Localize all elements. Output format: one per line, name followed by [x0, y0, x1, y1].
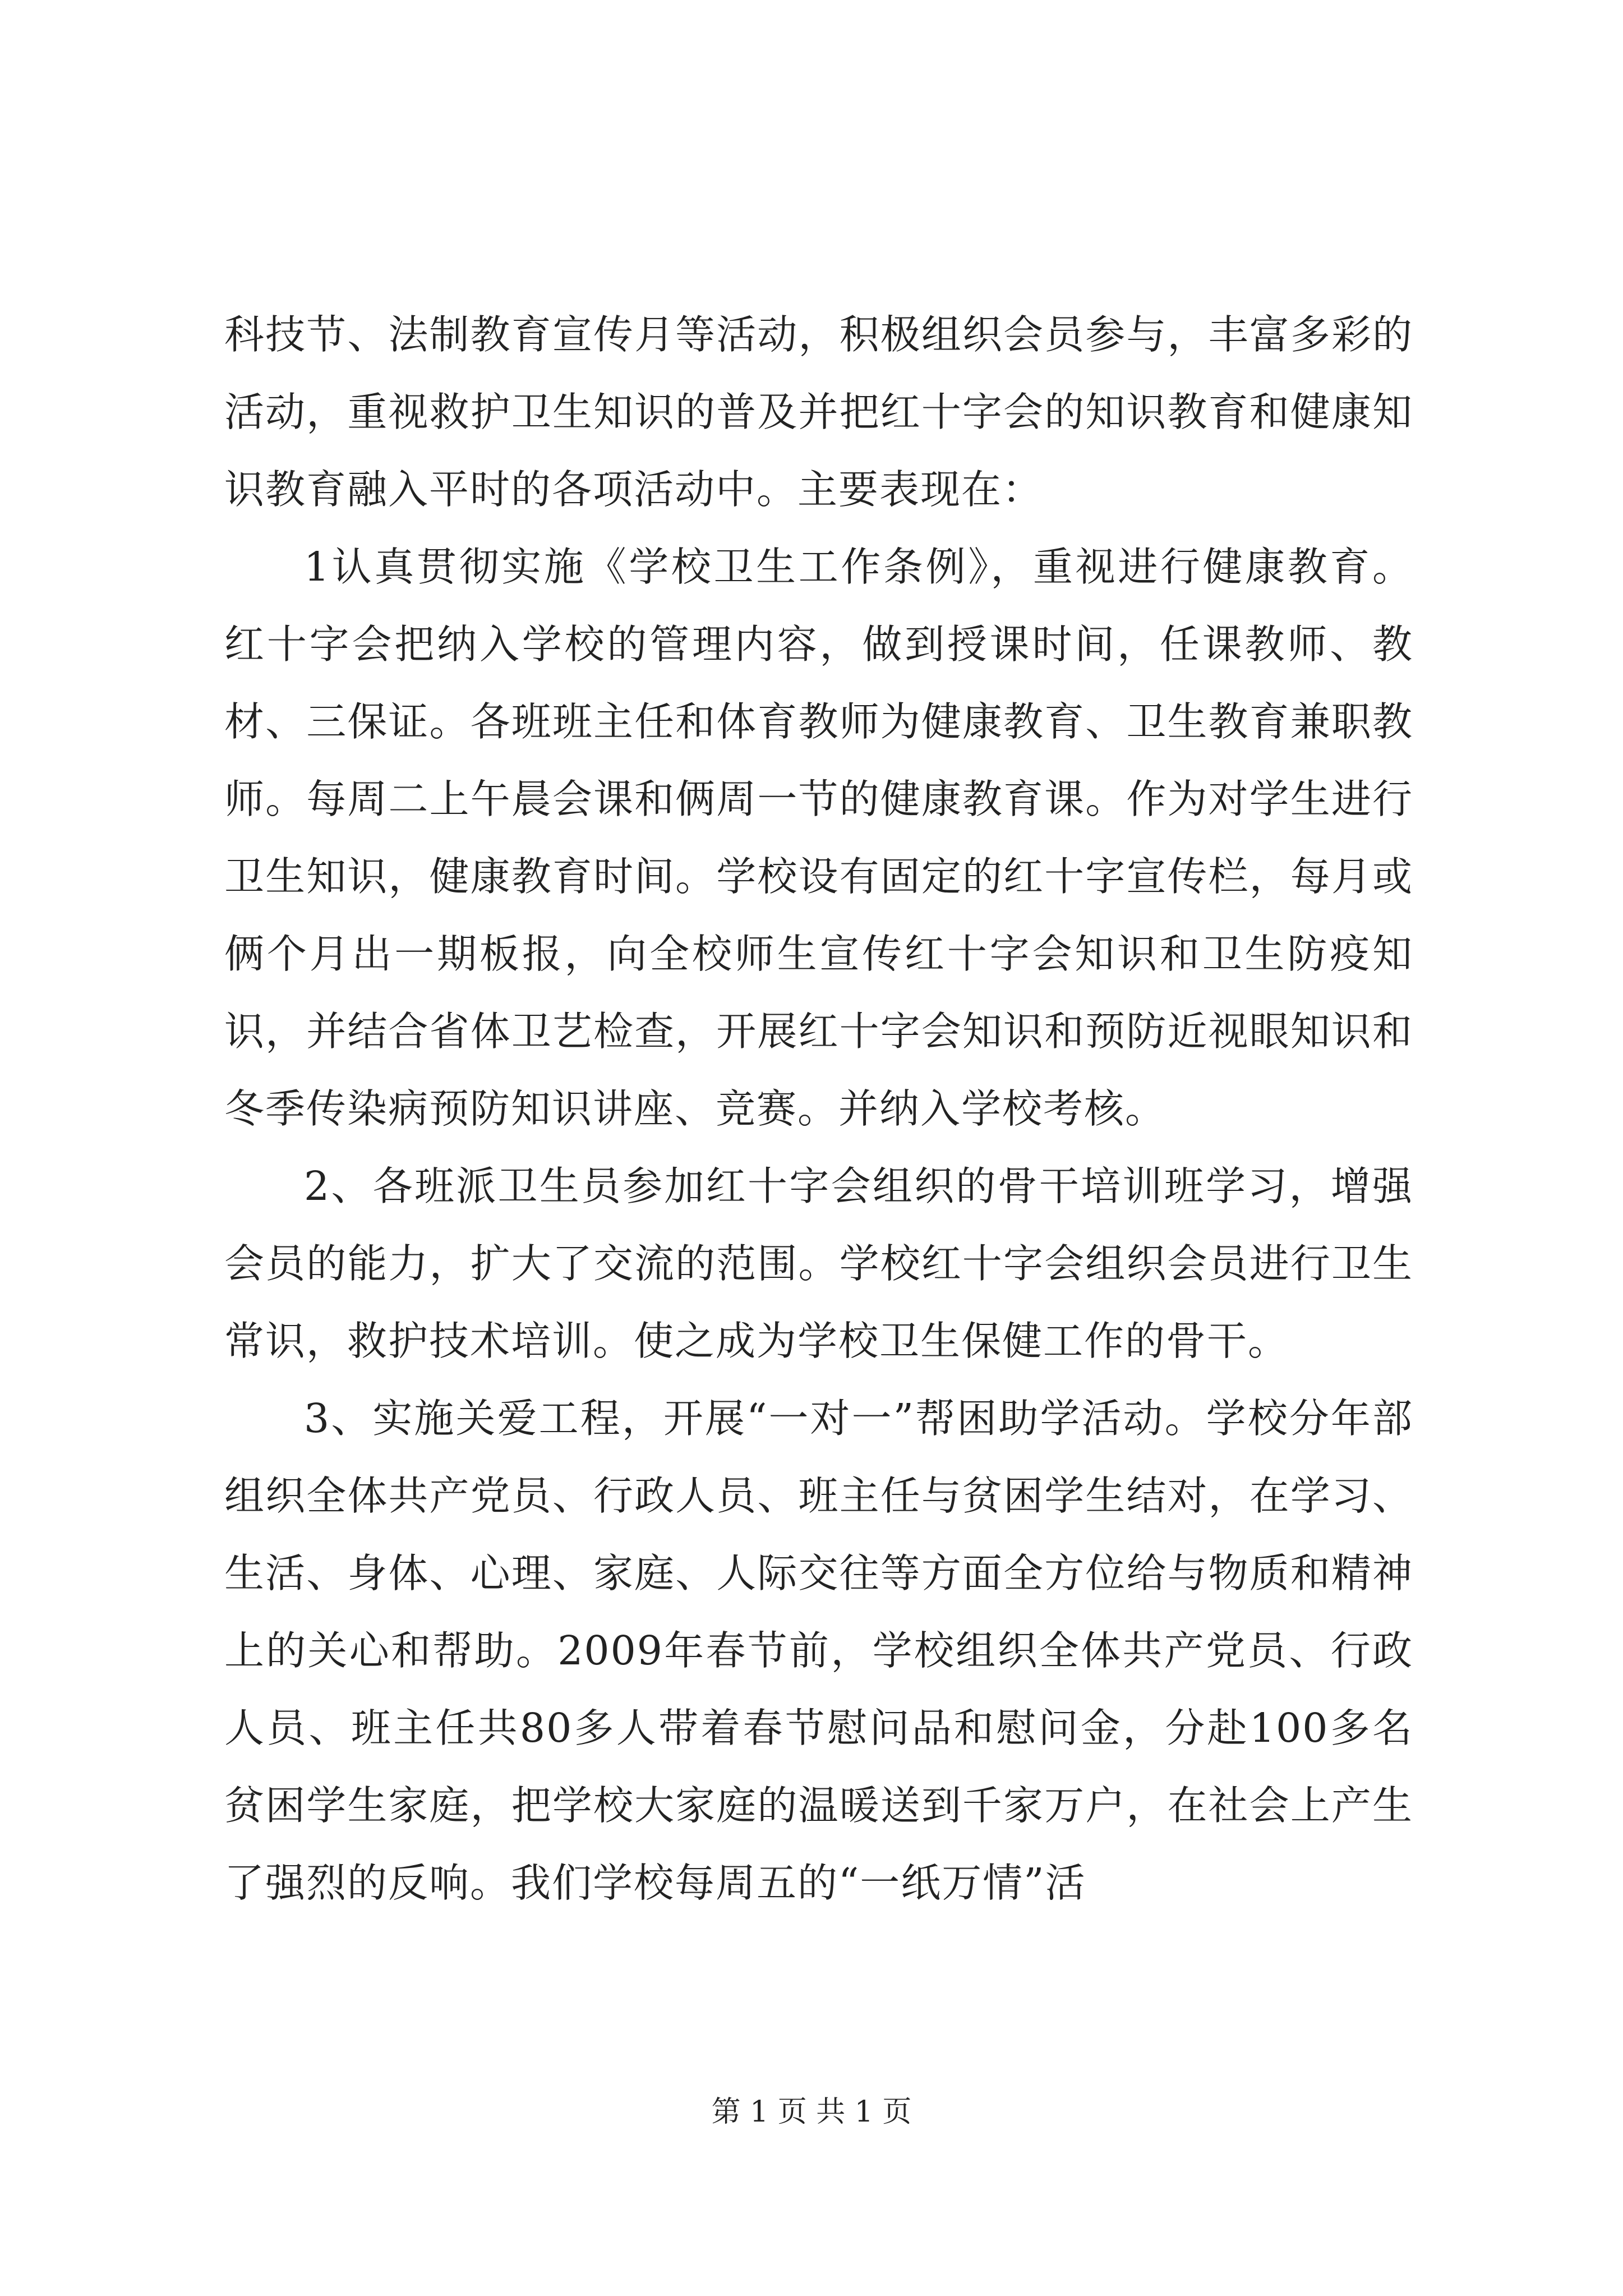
document-body: [224, 296, 1413, 1922]
paragraph-intro: 科技节、法制教育宣传月等活动，积极组织会员参与，丰富多彩的活动，重视救护卫生知识的普及并把红十字会的知识教育和健康知识教育融入平时的各项活动中。主要表现在：: [224, 311, 1413, 513]
paragraph-item-3: 3、实施关爱工程，开展“一对一”帮困助学活动。学校分年部组织全体共产党员、行政人员、班主任与贫困学生结对，在学习、生活、身体、心理、家庭、人际交往等方面全方位给与物质和精神上的关心和帮助。2009年春节前，学校组织全体共产党员、行政人员、班主任共80多人带着春节慰问品和慰问金，分赴100多名贫困学生家庭，把学校大家庭的温暖送到千家万户，在社会上产生了强烈的反响。我们学校每周五的“一纸万情”活: [224, 1395, 1413, 1906]
paragraph-item-1: 1认真贯彻实施《学校卫生工作条例》，重视进行健康教育。红十字会把纳入学校的管理内容，做到授课时间，任课教师、教材、三保证。各班班主任和体育教师为健康教育、卫生教育兼职教师。每周二上午晨会课和俩周一节的健康教育课。作为对学生进行卫生知识，健康教育时间。学校设有固定的红十字宣传栏，每月或俩个月出一期板报，向全校师生宣传红十字会知识和卫生防疫知识，并结合省体卫艺检查，开展红十字会知识和预防近视眼知识和冬季传染病预防知识讲座、竞赛。并纳入学校考核。: [224, 544, 1413, 1132]
paragraph-item-2: 2、各班派卫生员参加红十字会组织的骨干培训班学习，增强会员的能力，扩大了交流的范围。学校红十字会组织会员进行卫生常识，救护技术培训。使之成为学校卫生保健工作的骨干。: [224, 1163, 1413, 1364]
page-footer: 第 1 页 共 1 页: [711, 2095, 912, 2129]
